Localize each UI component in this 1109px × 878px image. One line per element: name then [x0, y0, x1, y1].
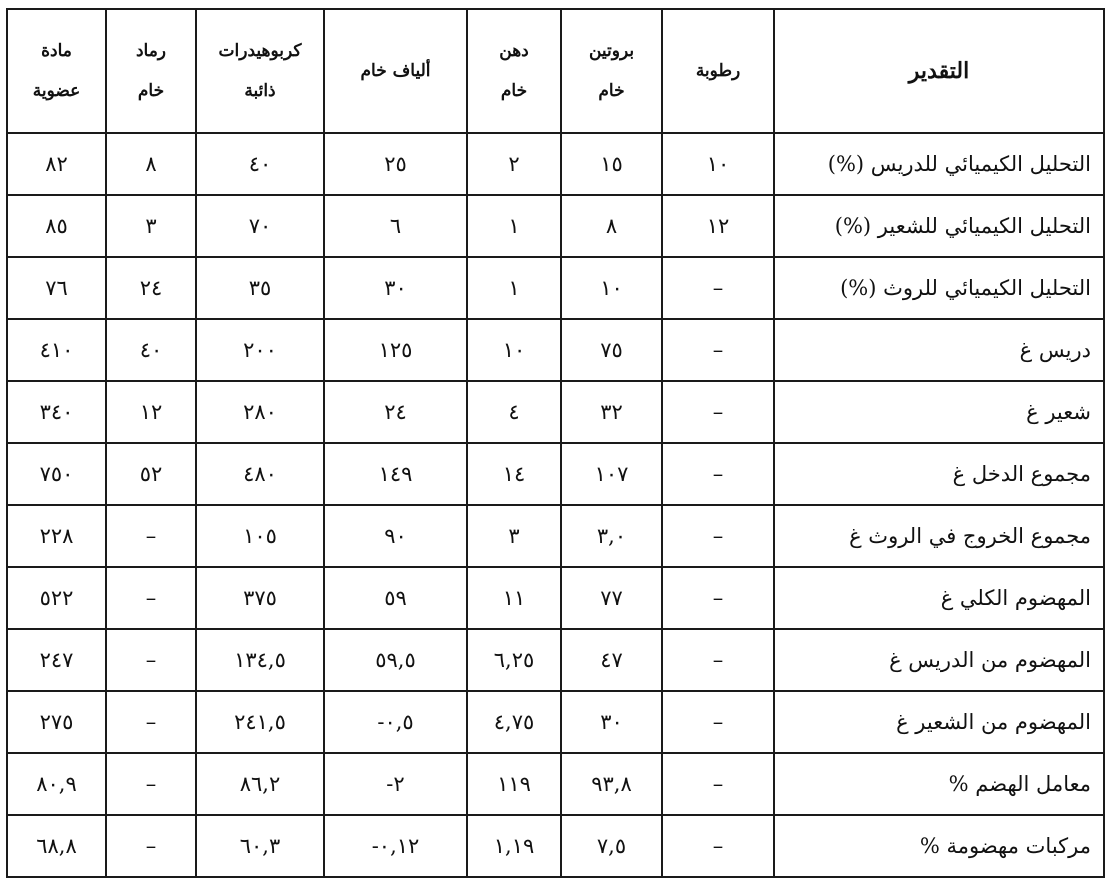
cell-soluble-carbohydrates: ٧٠ [196, 195, 324, 257]
document-page [6, 8, 1103, 872]
cell-moisture: ١٠ [662, 133, 774, 195]
header-organic-matter: مادة عضوية [7, 9, 106, 133]
cell-crude-fiber: ٢٥ [324, 133, 467, 195]
row-label: التحليل الكيميائي للدريس (%) [774, 133, 1104, 195]
cell-crude-fiber: ٠,٥- [324, 691, 467, 753]
cell-soluble-carbohydrates: ١٠٥ [196, 505, 324, 567]
header-soluble-carbohydrates: كربوهيدرات ذائبة [196, 9, 324, 133]
cell-crude-ash: ٢٤ [106, 257, 196, 319]
cell-crude-protein: ١٠ [561, 257, 662, 319]
cell-crude-fat: ١ [467, 195, 561, 257]
table-row [7, 629, 1104, 691]
digestibility-table [6, 8, 1105, 878]
cell-soluble-carbohydrates: ١٣٤,٥ [196, 629, 324, 691]
cell-crude-ash: ٤٠ [106, 319, 196, 381]
cell-crude-fat: ٤,٧٥ [467, 691, 561, 753]
cell-crude-protein: ٤٧ [561, 629, 662, 691]
cell-crude-fat: ٣ [467, 505, 561, 567]
cell-crude-ash: ٨ [106, 133, 196, 195]
table-row [7, 257, 1104, 319]
row-label: مركبات مهضومة % [774, 815, 1104, 877]
cell-crude-ash: – [106, 815, 196, 877]
cell-crude-ash: ٣ [106, 195, 196, 257]
cell-crude-fiber: ٥٩ [324, 567, 467, 629]
cell-crude-ash: ١٢ [106, 381, 196, 443]
cell-crude-fat: ١,١٩ [467, 815, 561, 877]
cell-moisture: – [662, 257, 774, 319]
cell-crude-ash: – [106, 691, 196, 753]
cell-crude-fat: ٦,٢٥ [467, 629, 561, 691]
cell-crude-fat: ٤ [467, 381, 561, 443]
cell-crude-ash: – [106, 505, 196, 567]
cell-organic-matter: ٥٢٢ [7, 567, 106, 629]
row-label: المهضوم من الدريس غ [774, 629, 1104, 691]
cell-crude-protein: ٩٣,٨ [561, 753, 662, 815]
cell-crude-protein: ٧٥ [561, 319, 662, 381]
table-body [7, 133, 1104, 877]
cell-organic-matter: ٨٥ [7, 195, 106, 257]
table-row [7, 753, 1104, 815]
row-label: المهضوم الكلي غ [774, 567, 1104, 629]
table-row [7, 381, 1104, 443]
cell-moisture: – [662, 381, 774, 443]
cell-organic-matter: ٤١٠ [7, 319, 106, 381]
cell-soluble-carbohydrates: ٢٨٠ [196, 381, 324, 443]
header-assessment: التقدير [774, 9, 1104, 133]
cell-crude-fiber: ٩٠ [324, 505, 467, 567]
cell-soluble-carbohydrates: ٣٥ [196, 257, 324, 319]
cell-organic-matter: ٨٢ [7, 133, 106, 195]
cell-soluble-carbohydrates: ٤٠ [196, 133, 324, 195]
cell-moisture: – [662, 567, 774, 629]
cell-crude-fiber: ١٢٥ [324, 319, 467, 381]
header-moisture: رطوبة [662, 9, 774, 133]
row-label: معامل الهضم % [774, 753, 1104, 815]
cell-crude-ash: – [106, 567, 196, 629]
cell-crude-fat: ١٠ [467, 319, 561, 381]
header-crude-fat: دهن خام [467, 9, 561, 133]
cell-moisture: – [662, 815, 774, 877]
row-label: دريس غ [774, 319, 1104, 381]
cell-moisture: – [662, 691, 774, 753]
table-row [7, 505, 1104, 567]
cell-crude-protein: ٣,٠ [561, 505, 662, 567]
cell-crude-ash: – [106, 629, 196, 691]
cell-crude-fat: ١ [467, 257, 561, 319]
header-crude-ash: رماد خام [106, 9, 196, 133]
cell-crude-ash: – [106, 753, 196, 815]
cell-organic-matter: ٨٠,٩ [7, 753, 106, 815]
cell-crude-fiber: ٢- [324, 753, 467, 815]
cell-crude-protein: ٧٧ [561, 567, 662, 629]
cell-crude-fat: ١١ [467, 567, 561, 629]
cell-soluble-carbohydrates: ٢٤١,٥ [196, 691, 324, 753]
row-label: شعير غ [774, 381, 1104, 443]
cell-crude-fiber: ٣٠ [324, 257, 467, 319]
header-row [7, 9, 1104, 133]
row-label: التحليل الكيميائي للشعير (%) [774, 195, 1104, 257]
cell-moisture: ١٢ [662, 195, 774, 257]
cell-organic-matter: ٧٥٠ [7, 443, 106, 505]
cell-soluble-carbohydrates: ٣٧٥ [196, 567, 324, 629]
cell-soluble-carbohydrates: ٨٦,٢ [196, 753, 324, 815]
header-crude-fiber: ألياف خام [324, 9, 467, 133]
table-row [7, 815, 1104, 877]
cell-organic-matter: ٧٦ [7, 257, 106, 319]
table-row [7, 195, 1104, 257]
table-row [7, 691, 1104, 753]
cell-crude-fat: ٢ [467, 133, 561, 195]
cell-crude-fiber: ٦ [324, 195, 467, 257]
cell-crude-fat: ١٤ [467, 443, 561, 505]
cell-crude-fiber: ١٤٩ [324, 443, 467, 505]
table-row [7, 133, 1104, 195]
cell-organic-matter: ٢٧٥ [7, 691, 106, 753]
row-label: التحليل الكيميائي للروث (%) [774, 257, 1104, 319]
cell-moisture: – [662, 753, 774, 815]
cell-organic-matter: ٣٤٠ [7, 381, 106, 443]
cell-crude-fiber: ٥٩,٥ [324, 629, 467, 691]
cell-organic-matter: ٦٨,٨ [7, 815, 106, 877]
cell-moisture: – [662, 505, 774, 567]
cell-crude-protein: ٧,٥ [561, 815, 662, 877]
cell-organic-matter: ٢٢٨ [7, 505, 106, 567]
cell-crude-protein: ٨ [561, 195, 662, 257]
cell-crude-ash: ٥٢ [106, 443, 196, 505]
table-row [7, 443, 1104, 505]
cell-organic-matter: ٢٤٧ [7, 629, 106, 691]
header-crude-protein: بروتين خام [561, 9, 662, 133]
cell-crude-fat: ١١٩ [467, 753, 561, 815]
cell-crude-protein: ٣٠ [561, 691, 662, 753]
row-label: مجموع الدخل غ [774, 443, 1104, 505]
cell-moisture: – [662, 319, 774, 381]
cell-crude-protein: ١٥ [561, 133, 662, 195]
table-row [7, 567, 1104, 629]
cell-soluble-carbohydrates: ٤٨٠ [196, 443, 324, 505]
cell-crude-fiber: ٢٤ [324, 381, 467, 443]
cell-soluble-carbohydrates: ٦٠,٣ [196, 815, 324, 877]
cell-crude-fiber: ٠,١٢- [324, 815, 467, 877]
cell-crude-protein: ٣٢ [561, 381, 662, 443]
cell-moisture: – [662, 629, 774, 691]
row-label: المهضوم من الشعير غ [774, 691, 1104, 753]
table-row [7, 319, 1104, 381]
cell-soluble-carbohydrates: ٢٠٠ [196, 319, 324, 381]
cell-crude-protein: ١٠٧ [561, 443, 662, 505]
cell-moisture: – [662, 443, 774, 505]
row-label: مجموع الخروج في الروث غ [774, 505, 1104, 567]
